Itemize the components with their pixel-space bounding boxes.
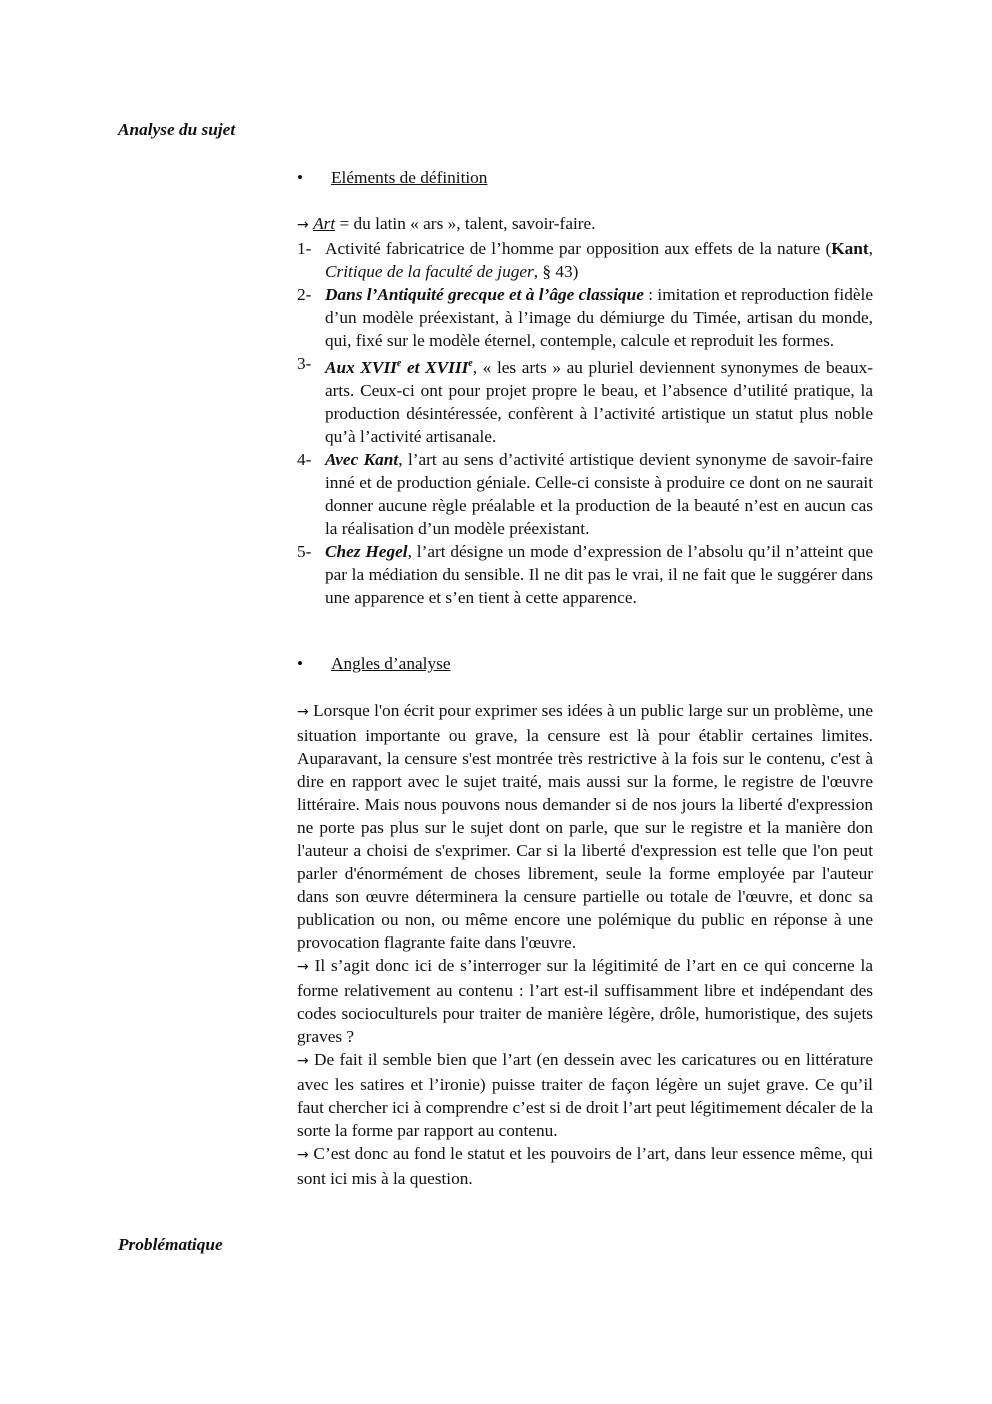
item-text: , § 43): [533, 262, 579, 281]
item-lead: Chez Hegel: [325, 541, 408, 561]
bullet-label-definitions: Eléments de définition: [331, 168, 488, 187]
definition-intro: [297, 212, 873, 237]
definition-item-2: [297, 283, 873, 352]
item-sup: e: [396, 358, 402, 369]
item-number: 3-: [297, 354, 312, 373]
item-lead: Aux XVII: [325, 357, 397, 377]
arrow-icon: →: [297, 704, 309, 720]
term-definition: = du latin « ars », talent, savoir-faire.: [335, 214, 596, 233]
arrow-icon: →: [297, 1053, 309, 1069]
term-art: Art: [313, 214, 336, 233]
item-lead: et XVIII: [401, 357, 469, 377]
section-heading: Analyse du sujet: [118, 120, 236, 139]
arrow-icon: →: [297, 959, 309, 975]
item-text: : imitation et reproduction fidèle d’un modèle préexistant, à l’image du démiurge du Timée, artisan du monde, qui, fixé sur le modèle éternel, contemple, calcule et reproduit les formes.: [325, 285, 873, 350]
arrow-icon: →: [297, 217, 309, 233]
item-sup: e: [468, 358, 473, 369]
angles-paragraph-4: [297, 1142, 873, 1190]
item-text: , l’art désigne un mode d’expression de l’absolu qu’il n’atteint que par la médiation du sensible. Il ne dit pas le vrai, il ne fait que le suggérer dans une apparence et s’en tient à cette apparence.: [325, 541, 874, 607]
angles-paragraph-3: [297, 1048, 873, 1142]
definition-item-4: [297, 448, 873, 540]
definitions-block: [297, 212, 873, 609]
definition-item-1: [297, 237, 873, 283]
bullet-definitions: [297, 166, 487, 189]
bullet-label-angles: Angles d’analyse: [331, 654, 451, 673]
item-text: ,: [868, 239, 873, 258]
item-lead: Avec Kant: [325, 449, 399, 469]
item-text: , l’art au sens d’activité artistique devient synonyme de savoir-faire inné et de production géniale. Celle-ci consiste à produire ce dont on ne saurait donner aucune règle préalable et la production de la beauté n’est en aucun cas la réalisation d’un modèle préexistant.: [325, 449, 873, 538]
paragraph-text: Lorsque l'on écrit pour exprimer ses idées à un public large sur un problème, une situation importante ou grave, la censure est là pour établir certaines limites. Auparavant, la censure s'est montrée très restrictive à la fois sur le contenu, c'est à dire en rapport avec le sujet traité, mais aussi sur la forme, le registre de l'œuvre littéraire. Mais nous pouvons nous demander si de nos jours la liberté d'expression ne porte pas plus sur le sujet dont on parle, que sur le registre et la manière don l'auteur a choisi de s'exprimer. Car si la liberté d'expression est telle que l'on peut parler d'énormément de choses librement, seule la forme employée par l'auteur dans son œuvre déterminera la censure partielle ou totale de l'œuvre, et donc sa publication ou non, ou même encore une polémique du public en réponse à une provocation flagrante faite dans l'œuvre.: [297, 701, 873, 952]
angles-paragraph-2: [297, 954, 873, 1048]
item-bold: Kant: [831, 239, 869, 258]
definition-item-5: [297, 540, 873, 609]
bullet-dot: •: [297, 168, 304, 187]
paragraph-text: De fait il semble bien que l’art (en dessein avec les caricatures ou en littérature avec les satires et l’ironie) puisse traiter de façon légère un sujet grave. Ce qu’il faut chercher ici à comprendre c’est si de droit l’art peut légitimement décaler de la sorte la forme par rapport au contenu.: [297, 1050, 873, 1140]
angles-paragraph-1: [297, 699, 873, 954]
item-text: Activité fabricatrice de l’homme par opposition aux effets de la nature (: [325, 239, 832, 258]
item-text: , « les arts » au pluriel deviennent synonymes de beaux-arts. Ceux-ci ont pour projet propre le beau, et l’absence d’utilité pratique, la production désintéressée, confèrent à l’activité artistique un statut plus noble qu’à l’activité artisanale.: [325, 357, 873, 446]
item-lead: Dans l’Antiquité grecque et à l’âge classique: [325, 285, 644, 304]
item-number: 1-: [297, 239, 312, 258]
arrow-icon: →: [297, 1147, 309, 1163]
paragraph-text: C’est donc au fond le statut et les pouvoirs de l’art, dans leur essence même, qui sont ici mis à la question.: [297, 1144, 873, 1188]
item-number: 5-: [297, 541, 312, 561]
item-number: 4-: [297, 449, 312, 469]
bullet-dot: •: [297, 654, 304, 673]
angles-block: [297, 699, 873, 1190]
paragraph-text: Il s’agit donc ici de s’interroger sur la légitimité de l’art en ce qui concerne la forme relativement au contenu : l’art est-il suffisamment libre et indépendant des codes socioculturels pour traiter de manière légère, drôle, humoristique, des sujets graves ?: [297, 956, 873, 1046]
bullet-angles: [297, 652, 451, 675]
definition-item-3: [297, 352, 873, 448]
problematique-heading: Problématique: [118, 1235, 223, 1254]
item-italic: Critique de la faculté de juger: [325, 262, 534, 281]
item-number: 2-: [297, 285, 312, 304]
